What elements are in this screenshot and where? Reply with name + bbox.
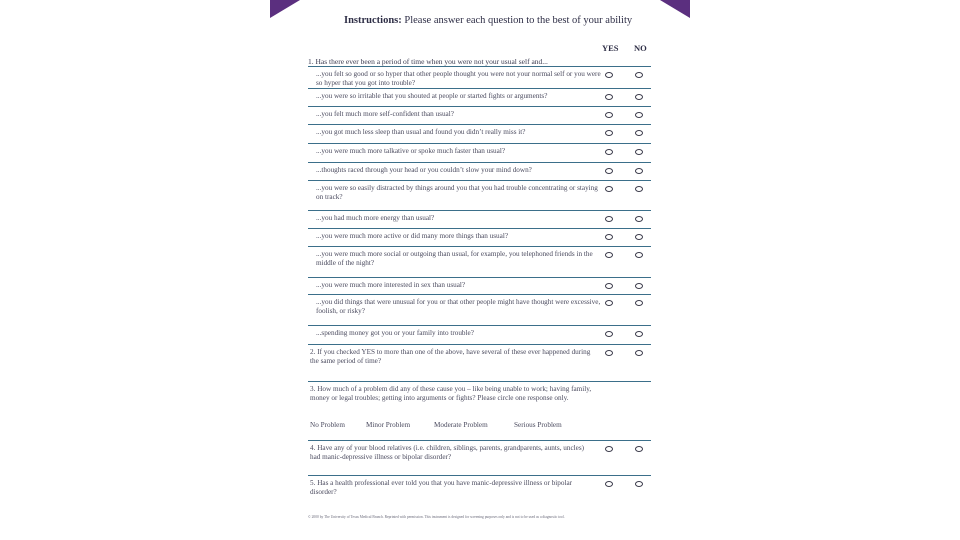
- question-text: ...you were much more social or outgoing than usual, for example, you telephoned friends in the middle of the night?: [316, 250, 593, 267]
- question-text: ...you were so irritable that you shouted at people or started fights or arguments?: [316, 92, 548, 100]
- yes-radio[interactable]: [605, 446, 613, 452]
- question-row: [308, 325, 651, 344]
- instructions-label: Instructions:: [344, 15, 402, 26]
- yes-radio[interactable]: [605, 130, 613, 136]
- yes-radio[interactable]: [605, 481, 613, 487]
- question-text: ...you got much less sleep than usual and found you didn’t really miss it?: [316, 128, 526, 136]
- question-text: ...you were much more active or did many more things than usual?: [316, 232, 509, 240]
- question-text: ...you did things that were unusual for you or that other people might have thought were excessive, foolish, or risky?: [316, 298, 601, 315]
- question-text: ...you were so easily distracted by things around you that you had trouble concentrating or staying on track?: [316, 184, 598, 201]
- no-radio[interactable]: [635, 112, 643, 118]
- severity-option[interactable]: No Problem: [310, 421, 345, 429]
- no-radio[interactable]: [635, 350, 643, 356]
- question-row: [308, 88, 651, 106]
- no-radio[interactable]: [635, 72, 643, 78]
- instructions-title: [344, 15, 674, 26]
- question-1-intro: 1. Has there ever been a period of time when you were not your usual self and...: [308, 57, 548, 66]
- question-row: [308, 143, 651, 162]
- severity-option[interactable]: Serious Problem: [514, 421, 562, 429]
- question-text: 2. If you checked YES to more than one of the above, have several of these ever happened during the same period of time?: [310, 348, 591, 365]
- question-list: [308, 66, 651, 506]
- no-column-header: NO: [634, 43, 647, 53]
- question-row: [308, 277, 651, 294]
- copyright-footer: © 2000 by The University of Texas Medical Branch. Reprinted with permission. This instrument is designed for screening purposes only and is not to be used as a diagnostic tool.: [308, 515, 565, 519]
- no-radio[interactable]: [635, 446, 643, 452]
- yes-radio[interactable]: [605, 331, 613, 337]
- no-radio[interactable]: [635, 234, 643, 240]
- no-radio[interactable]: [635, 283, 643, 289]
- yes-radio[interactable]: [605, 216, 613, 222]
- no-radio[interactable]: [635, 252, 643, 258]
- yes-radio[interactable]: [605, 300, 613, 306]
- severity-option[interactable]: Minor Problem: [366, 421, 411, 429]
- question-text: ...spending money got you or your family into trouble?: [316, 329, 474, 337]
- questionnaire-page: [270, 0, 690, 540]
- question-text: ...you felt so good or so hyper that other people thought you were not your normal self or you were so hyper that you got into trouble?: [316, 70, 601, 87]
- yes-radio[interactable]: [605, 72, 613, 78]
- yes-radio[interactable]: [605, 252, 613, 258]
- yes-radio[interactable]: [605, 112, 613, 118]
- yes-radio[interactable]: [605, 234, 613, 240]
- question-row: [308, 66, 651, 88]
- instructions-text: Please answer each question to the best of your ability: [401, 15, 633, 26]
- no-radio[interactable]: [635, 300, 643, 306]
- question-row: [308, 210, 651, 228]
- severity-option[interactable]: Moderate Problem: [434, 421, 488, 429]
- question-row: [308, 162, 651, 180]
- no-radio[interactable]: [635, 168, 643, 174]
- no-radio[interactable]: [635, 186, 643, 192]
- no-radio[interactable]: [635, 331, 643, 337]
- question-row: [308, 106, 651, 124]
- yes-radio[interactable]: [605, 350, 613, 356]
- no-radio[interactable]: [635, 149, 643, 155]
- question-text: ...you were much more talkative or spoke much faster than usual?: [316, 147, 506, 155]
- question-row: [308, 475, 651, 506]
- yes-column-header: YES: [602, 43, 619, 53]
- question-text: 3. How much of a problem did any of these cause you – like being unable to work; having family, money or legal troubles; getting into arguments or fights? Please circle one response only.: [310, 385, 592, 402]
- question-text: 5. Has a health professional ever told you that you have manic-depressive illness or bipolar disorder?: [310, 479, 573, 496]
- question-row: [308, 246, 651, 277]
- yes-radio[interactable]: [605, 94, 613, 100]
- question-text: ...you felt much more self-confident than usual?: [316, 110, 454, 118]
- question-row: [308, 344, 651, 381]
- question-row: [308, 440, 651, 475]
- question-row: [308, 180, 651, 210]
- question-text: 4. Have any of your blood relatives (i.e. children, siblings, parents, grandparents, aunts, uncles) had manic-depressive illness or bipolar disorder?: [310, 444, 585, 461]
- question-row: [308, 228, 651, 246]
- question-row: [308, 381, 651, 440]
- yes-radio[interactable]: [605, 168, 613, 174]
- question-row: [308, 294, 651, 325]
- no-radio[interactable]: [635, 216, 643, 222]
- question-text: ...you had much more energy than usual?: [316, 214, 435, 222]
- question-text: ...you were much more interested in sex than usual?: [316, 281, 466, 289]
- no-radio[interactable]: [635, 130, 643, 136]
- no-radio[interactable]: [635, 94, 643, 100]
- yes-radio[interactable]: [605, 149, 613, 155]
- question-text: ...thoughts raced through your head or you couldn’t slow your mind down?: [316, 166, 532, 174]
- no-radio[interactable]: [635, 481, 643, 487]
- corner-decoration-left: [270, 0, 300, 18]
- yes-radio[interactable]: [605, 283, 613, 289]
- question-row: [308, 124, 651, 143]
- yes-radio[interactable]: [605, 186, 613, 192]
